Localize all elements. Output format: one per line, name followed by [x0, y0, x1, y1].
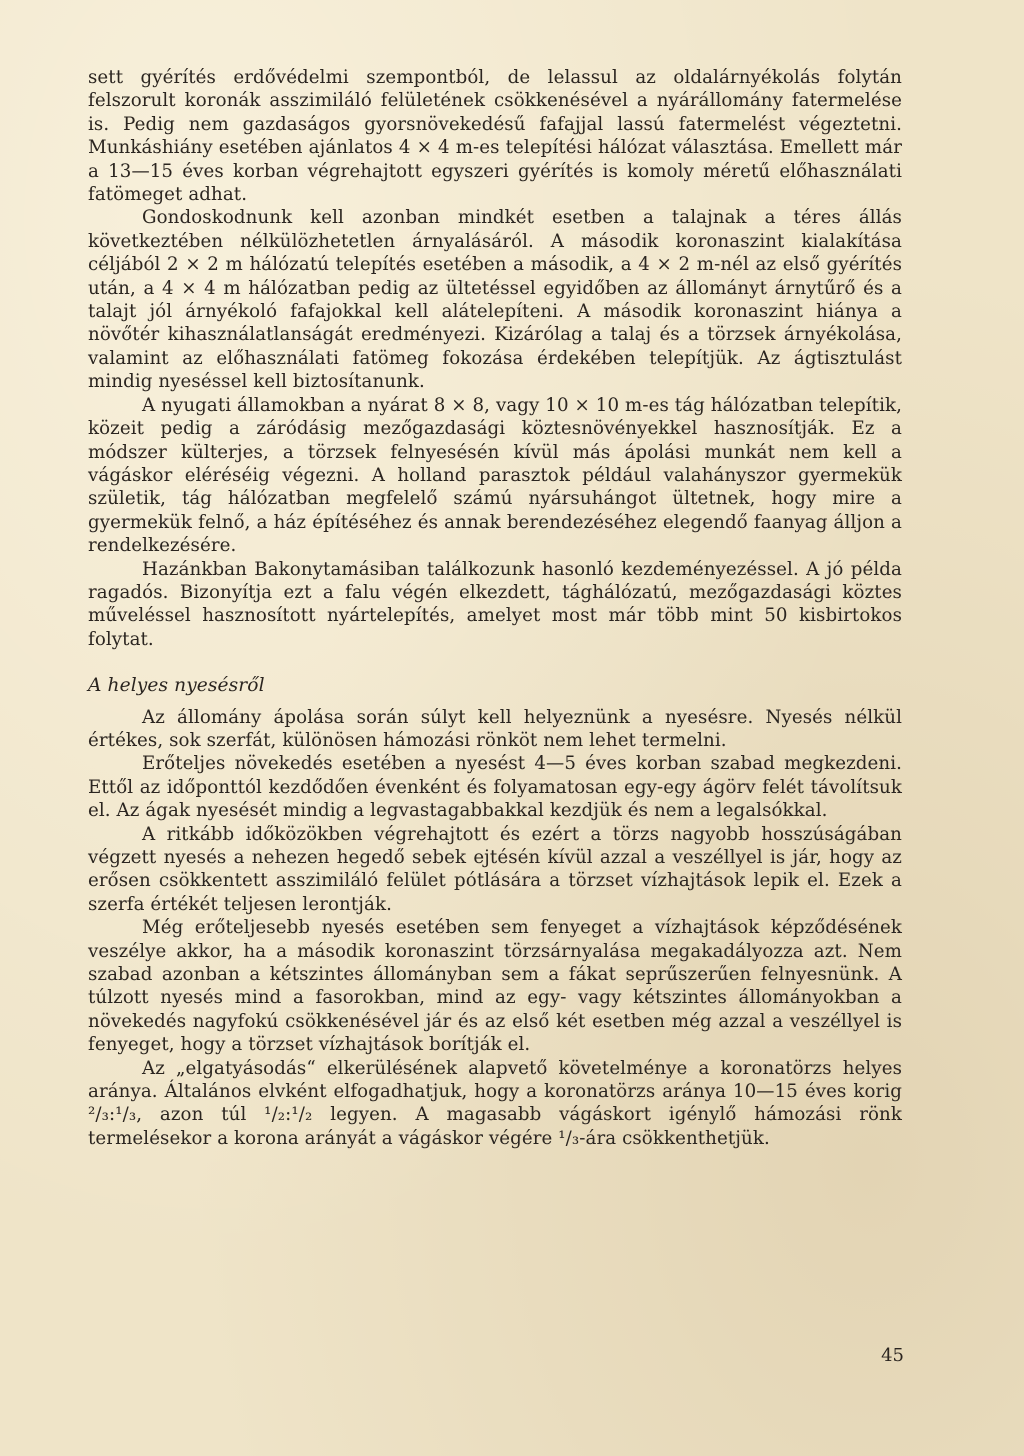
- paragraph-continuation: sett gyérítés erdővédelmi szempontból, de lelassul az oldalárnyékolás folytán felszorult koronák asszimiláló felületének csökkenésével a nyárállomány fatermelése is. Pedig nem gazdaságos gyorsnövekedésű fafajjal lassú fatermelést végeztetni. Munkáshiány esetében ajánlatos 4 × 4 m-es telepítési hálózat választása. Emellett már a 13—15 éves korban végrehajtott egyszeri gyérítés is komoly méretű előhasználati fatömeget adhat.: [88, 67, 902, 206]
- paragraph: Hazánkban Bakonytamásiban találkozunk hasonló kezdeményezéssel. A jó példa ragadós. Bizonyítja ezt a falu végén elkezdett, tághálózatú, mezőgazdasági köztes műveléssel hasznosított nyártelepítés, amelyet most már több mint 50 kisbirtokos folytat.: [88, 558, 902, 650]
- paragraph: Az állomány ápolása során súlyt kell helyeznünk a nyesésre. Nyesés nélkül értékes, sok szerfát, különösen hámozási rönköt nem lehet termelni.: [88, 706, 902, 751]
- paragraph: A nyugati államokban a nyárat 8 × 8, vagy 10 × 10 m-es tág hálózatban telepítik, közeit pedig a záródásig mezőgazdasági köztesnövényekkel hasznosítják. Ez a módszer külterjes, a törzsek felnyesésén kívül más ápolási munkát nem kell a vágáskor eléréséig végezni. A holland parasztok például valahányszor gyermekük születik, tág hálózatban megfelelő számú nyársuhángot ültetnek, hogy mire a gyermekük felnő, a ház építéséhez és annak berendezéséhez elegendő faanyag álljon a rendelkezésére.: [88, 394, 902, 557]
- section-heading: A helyes nyesésről: [88, 675, 265, 697]
- paragraph: A ritkább időközökben végrehajtott és ezért a törzs nagyobb hosszúságában végzett nyesés a nehezen hegedő sebek ejtésén kívül azzal a veszéllyel is jár, hogy az erősen csökkentett asszimiláló felület pótlására a törzset vízhajtások lepik el. Ezek a szerfa értékét teljesen lerontják.: [88, 823, 902, 915]
- paragraph: Erőteljes növekedés esetében a nyesést 4—5 éves korban szabad megkezdeni. Ettől az időponttól kezdődően évenként és folyamatosan egy-egy ágörv felét távolítsuk el. Az ágak nyesését mindig a legvastagabbakkal kezdjük és nem a legalsókkal.: [88, 753, 902, 822]
- paragraph: Még erőteljesebb nyesés esetében sem fenyeget a vízhajtások képződésének veszélye akkor, ha a második koronaszint törzsárnyalása megakadályozza azt. Nem szabad azonban a kétszintes állományban sem a fákat seprűszerűen felnyesnünk. A túlzott nyesés mind a fasorokban, mind az egy- vagy kétszintes állományokban a növekedés nagyfokú csökkenésével jár és az első két esetben még azzal a veszéllyel is fenyeget, hogy a törzset vízhajtások borítják el.: [88, 917, 902, 1056]
- page-number: 45: [881, 1345, 904, 1366]
- text-column: [88, 66, 902, 1150]
- paragraph: Gondoskodnunk kell azonban mindkét esetben a talajnak a téres állás következtében nélkülözhetetlen árnyalásáról. A második koronaszint kialakítása céljából 2 × 2 m hálózatú telepítés esetében a második, a 4 × 2 m-nél az első gyérítés után, a 4 × 4 m hálózatban pedig az ültetéssel egyidőben az állományt árnytűrő és a talajt jól árnyékoló fafajokkal kell alátelepíteni. A második koronaszint hiánya a növőtér kihasználatlanságát eredményezi. Kizárólag a talaj és a törzsek árnyékolása, valamint az előhasználati fatömeg fokozása érdekében telepítjük. Az ágtisztulást mindig nyeséssel kell biztosítanunk.: [88, 207, 902, 393]
- paragraph: Az „elgatyásodás“ elkerülésének alapvető követelménye a koronatörzs helyes aránya. Általános elvként elfogadhatjuk, hogy a koronatörzs aránya 10—15 éves korig ²/₃:¹/₃, azon túl ¹/₂:¹/₂ legyen. A magasabb vágáskort igénylő hámozási rönk termelésekor a korona arányát a vágáskor végére ¹/₃-ára csökkenthetjük.: [88, 1057, 902, 1149]
